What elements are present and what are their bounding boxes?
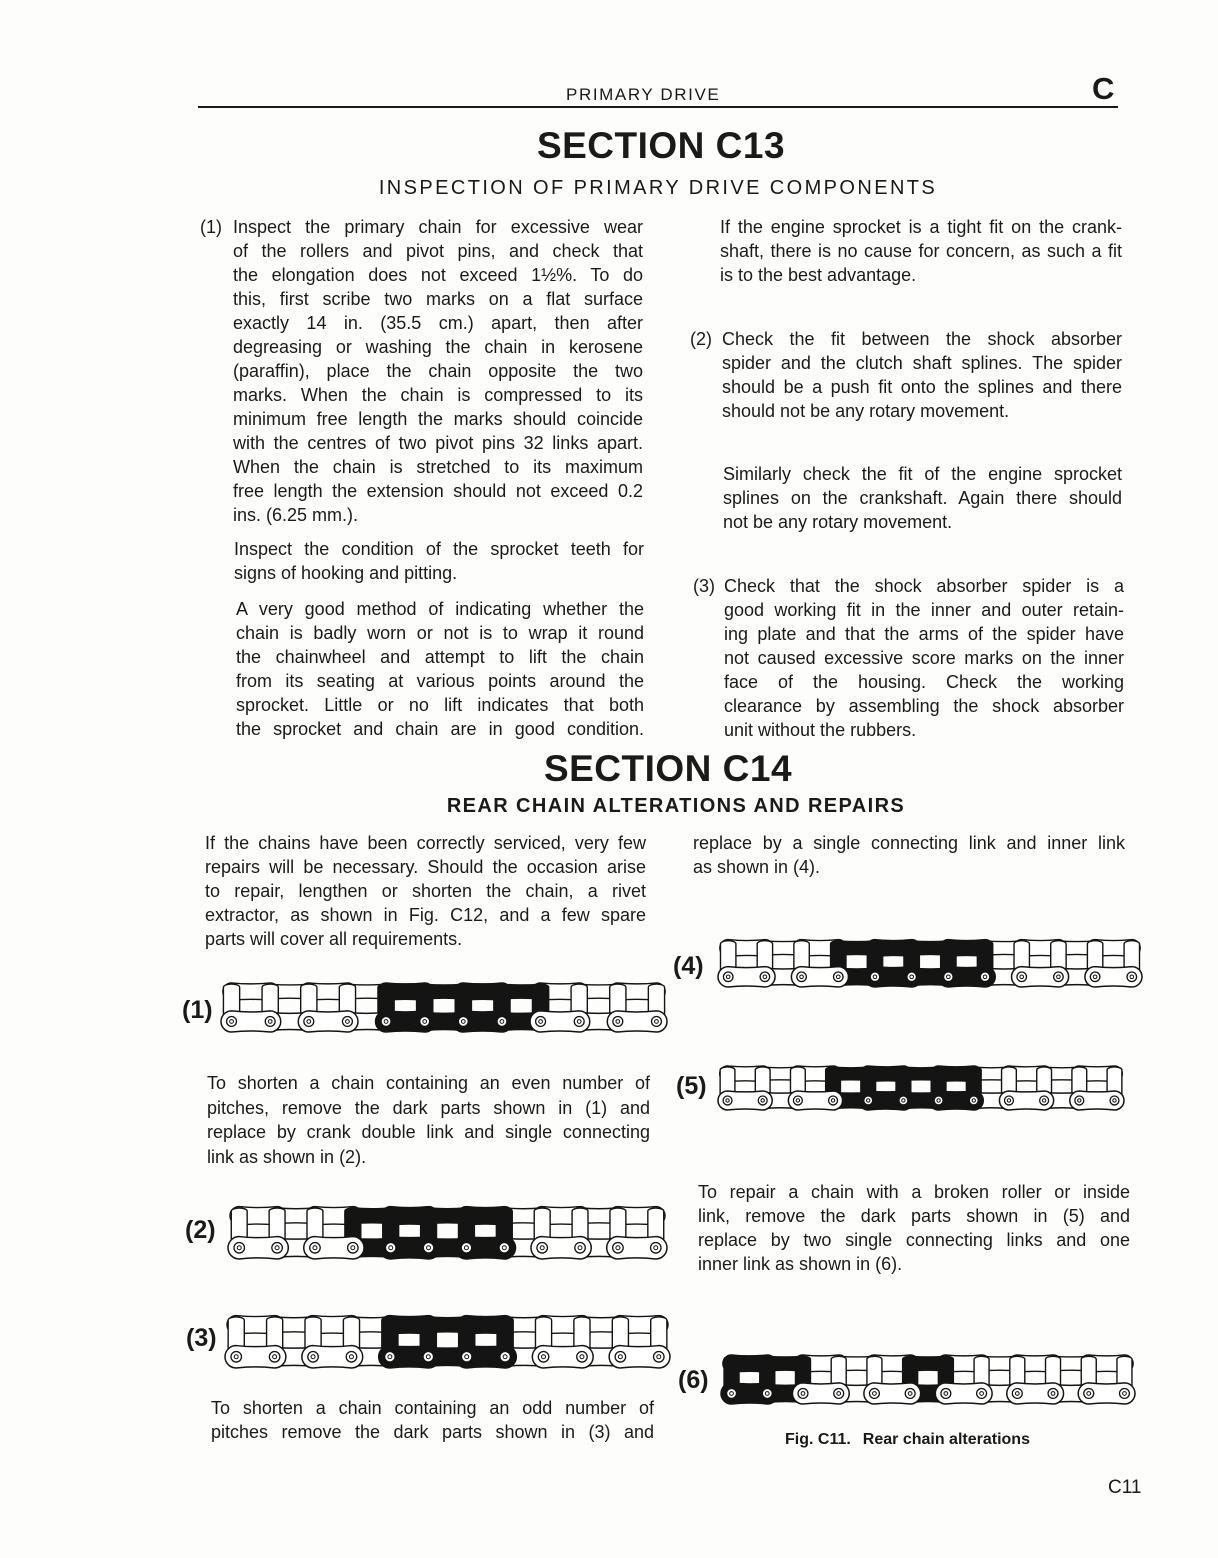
figure-label-6: (6) (678, 1366, 709, 1394)
text-line: spider and the clutch shaft splines. The spider (722, 353, 1122, 373)
chain-pin (461, 1243, 472, 1254)
chain-diagram-5 (715, 1057, 1127, 1113)
c13-item2-paragraph (690, 327, 1122, 423)
chain-pin (980, 972, 990, 982)
text-line: exactly 14 in. (35.5 cm.) apart, then after (233, 313, 643, 333)
chain-pin (941, 1389, 951, 1399)
text-line: the chainwheel and attempt to lift the chain (236, 647, 644, 667)
figure-label-3: (3) (186, 1324, 217, 1352)
chain-pin (969, 1096, 978, 1105)
chain-pin (346, 1352, 357, 1363)
text-line: minimum free length the marks should coincide (233, 409, 643, 429)
chain-pin (651, 1243, 662, 1254)
chain-pin (348, 1243, 359, 1254)
chain-pin (760, 972, 770, 982)
section-c14-heading: SECTION C14 (543, 748, 793, 789)
text-line: the elongation does not exceed 1½%. To do (233, 265, 643, 285)
chain-pin (342, 1017, 352, 1027)
c13-similarly-paragraph (723, 462, 1122, 534)
chain-figure-3 (222, 1305, 673, 1376)
text-line: with the centres of two pivot pins 32 links apart. (233, 433, 643, 453)
text-line: ins. (6.25 mm.). (233, 505, 359, 525)
figure-caption-text: Rear chain alterations (862, 1431, 1030, 1448)
text-line: from its seating at various points around the (236, 671, 644, 691)
chain-pin (907, 972, 917, 982)
text-line: is to the best advantage. (720, 265, 917, 285)
chain-pin (834, 1389, 844, 1399)
text-line: degreasing or washing the chain in kerosene (233, 337, 643, 357)
text-line: inner link as shown in (6). (698, 1254, 903, 1274)
text-line: repairs will be necessary. Should the occasion arise (205, 857, 646, 877)
text-line: shaft, there is no cause for concern, as such a fit (720, 241, 1122, 261)
chain-pin (385, 1243, 396, 1254)
chain-pin (944, 972, 954, 982)
chain-pin (864, 1096, 873, 1105)
figure-label-4: (4) (673, 952, 704, 980)
chain-pin (265, 1017, 275, 1027)
chain-pin (613, 1243, 624, 1254)
section-c14-subheading: REAR CHAIN ALTERATIONS AND REPAIRS (446, 795, 906, 817)
chain-pin (905, 1389, 915, 1399)
chain-pin (499, 1243, 510, 1254)
chain-pin (423, 1352, 434, 1363)
running-header-title: PRIMARY DRIVE (566, 85, 721, 104)
c13-teeth-paragraph (234, 537, 644, 585)
text-line: To shorten a chain containing an odd number of (211, 1398, 654, 1418)
chain-pin (797, 972, 807, 982)
chain-diagram-6 (718, 1345, 1138, 1407)
text-line: marks. When the chain is compressed to its (233, 385, 643, 405)
text-line: Check the fit between the shock absorber (722, 329, 1122, 349)
c13-item3-paragraph (693, 574, 1124, 742)
text-line: Check that the shock absorber spider is a (724, 576, 1124, 596)
chain-figure-5 (715, 1057, 1127, 1118)
text-line: pitches, remove the dark parts shown in (1) and (207, 1097, 650, 1118)
chain-pin (1090, 972, 1100, 982)
chain-pin (1040, 1096, 1049, 1105)
chain-pin (423, 1243, 434, 1254)
c13-fit-paragraph (720, 215, 1122, 287)
text-line: replace by crank double link and single connecting (207, 1122, 650, 1143)
chain-pin (536, 1017, 546, 1027)
text-line: not caused excessive score marks on the inner (724, 648, 1124, 668)
chain-pin (793, 1096, 802, 1105)
figure-label-1: (1) (182, 996, 213, 1024)
chain-pin (381, 1017, 391, 1027)
chain-pin (1084, 1389, 1094, 1399)
text-line: replace by two single connecting links and one (698, 1230, 1130, 1250)
chain-pin (234, 1243, 245, 1254)
text-line: To shorten a chain containing an even number of (207, 1073, 650, 1093)
section-c13-heading: SECTION C13 (536, 125, 786, 166)
chain-pin (1110, 1096, 1119, 1105)
chain-pin (577, 1352, 588, 1363)
chain-pin (574, 1017, 584, 1027)
chapter-letter: C (1092, 71, 1115, 106)
item-number: (1) (200, 217, 222, 237)
chain-pin (537, 1243, 548, 1254)
text-line: Similarly check the fit of the engine sprocket (723, 464, 1122, 484)
text-line: should not be any rotary movement. (722, 401, 1010, 421)
text-line: Inspect the condition of the sprocket teeth for (234, 539, 644, 559)
text-line: not be any rotary movement. (723, 512, 953, 532)
text-line: extractor, as shown in Fig. C12, and a few spare (205, 905, 646, 925)
c14-repair-paragraph (698, 1180, 1130, 1276)
chain-pin (1004, 1096, 1013, 1105)
chain-figure-6 (718, 1345, 1138, 1412)
item-number: (3) (693, 576, 715, 596)
text-line: unit without the rubbers. (724, 720, 917, 740)
text-line: good working fit in the inner and outer retain- (724, 600, 1124, 620)
chain-pin (1075, 1096, 1084, 1105)
text-line: link as shown in (2). (207, 1146, 367, 1167)
text-line: A very good method of indicating whether the (236, 599, 644, 619)
chain-pin (829, 1096, 838, 1105)
figure-label-2: (2) (185, 1216, 216, 1244)
item-number: (2) (690, 329, 712, 349)
chain-pin (615, 1352, 626, 1363)
chain-diagram-3 (222, 1305, 673, 1371)
chain-pin (833, 972, 843, 982)
chain-pin (500, 1352, 511, 1363)
text-line: splines on the crankshaft. Again there should (723, 488, 1122, 508)
chain-diagram-4 (715, 930, 1145, 990)
figure-label-5: (5) (676, 1072, 707, 1100)
text-line: link, remove the dark parts shown in (5) and (698, 1206, 1130, 1226)
chain-figure-4 (715, 930, 1145, 995)
chain-pin (762, 1389, 772, 1399)
chain-pin (1012, 1389, 1022, 1399)
chain-pin (977, 1389, 987, 1399)
chain-pin (1120, 1389, 1130, 1399)
text-line: free length the extension should not exceed 0.2 (233, 481, 643, 501)
chain-pin (899, 1096, 908, 1105)
chain-pin (1127, 972, 1137, 982)
chain-pin (798, 1389, 808, 1399)
text-line: as shown in (4). (693, 857, 821, 877)
text-line: If the chains have been correctly serviced, very few (205, 833, 646, 853)
chain-pin (723, 1096, 732, 1105)
c14-intro-paragraph (205, 831, 646, 951)
chain-pin (272, 1243, 283, 1254)
chain-pin (870, 972, 880, 982)
chain-figure-1 (218, 973, 670, 1040)
text-line: this, first scribe two marks on a flat surface (233, 289, 643, 309)
chain-pin (304, 1017, 314, 1027)
chain-pin (227, 1017, 237, 1027)
chain-pin (458, 1017, 468, 1027)
text-line: clearance by assembling the shock absorber (724, 696, 1124, 716)
figure-caption-number: Fig. C11. (785, 1431, 851, 1448)
text-line: signs of hooking and pitting. (234, 563, 458, 583)
text-line: to repair, lengthen or shorten the chain, a rivet (205, 881, 646, 901)
chain-pin (869, 1389, 879, 1399)
chain-pin (461, 1352, 472, 1363)
c13-item1-paragraph (200, 215, 643, 527)
chain-pin (231, 1352, 242, 1363)
chain-pin (575, 1243, 586, 1254)
chain-pin (934, 1096, 943, 1105)
chain-pin (538, 1352, 549, 1363)
c13-method-paragraph (236, 597, 644, 741)
chain-pin (310, 1243, 321, 1254)
text-line: When the chain is stretched to its maximum (233, 457, 643, 477)
chain-pin (652, 1017, 662, 1027)
text-line: ing plate and that the arms of the spider have (724, 624, 1124, 644)
text-line: face of the housing. Check the working (724, 672, 1124, 692)
text-line: Inspect the primary chain for excessive wear (233, 217, 643, 237)
c14-odd-continued-paragraph (693, 831, 1125, 879)
header-rule (198, 106, 1118, 108)
figure-caption (785, 1430, 1030, 1450)
chain-pin (269, 1352, 280, 1363)
chain-pin (613, 1017, 623, 1027)
chain-figure-2 (225, 1196, 670, 1267)
chain-pin (1048, 1389, 1058, 1399)
page-number: C11 (1108, 1477, 1142, 1498)
text-line: pitches remove the dark parts shown in (3) and (211, 1422, 654, 1442)
section-c13-subheading: INSPECTION OF PRIMARY DRIVE COMPONENTS (378, 177, 938, 199)
chain-pin (1054, 972, 1064, 982)
text-line: (paraffin), place the chain opposite the two (233, 361, 643, 381)
chain-pin (1017, 972, 1027, 982)
chain-pin (723, 972, 733, 982)
c14-odd-paragraph (211, 1396, 654, 1444)
text-line: of the rollers and pivot pins, and check that (233, 241, 643, 261)
text-line: sprocket. Little or no lift indicates that both (236, 695, 644, 715)
chain-pin (385, 1352, 396, 1363)
text-line: replace by a single connecting link and inner link (693, 833, 1125, 853)
text-line: chain is badly worn or not is to wrap it round (236, 623, 644, 643)
chain-diagram-2 (225, 1196, 670, 1262)
chain-pin (497, 1017, 507, 1027)
chain-pin (654, 1352, 665, 1363)
text-line: If the engine sprocket is a tight fit on the crank- (720, 217, 1122, 237)
text-line: should be a push fit onto the splines and there (722, 377, 1122, 397)
chain-pin (308, 1352, 319, 1363)
chain-pin (758, 1096, 767, 1105)
text-line: the sprocket and chain are in good condition. (236, 719, 644, 739)
c14-even-paragraph (207, 1071, 650, 1169)
chain-diagram-1 (218, 973, 670, 1035)
chain-pin (727, 1389, 737, 1399)
chain-pin (420, 1017, 430, 1027)
text-line: parts will cover all requirements. (205, 929, 463, 949)
text-line: To repair a chain with a broken roller or inside (698, 1182, 1130, 1202)
